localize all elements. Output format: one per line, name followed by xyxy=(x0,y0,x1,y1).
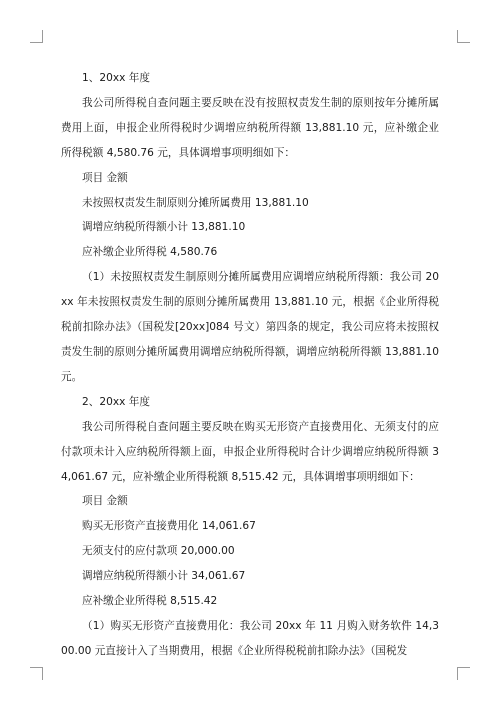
paragraph-explanation-year-2: （1）购买无形资产直接费用化：我公司 20xx 年 11 月购入财务软件 14,300.00 元直接计入了当期费用，根据《企业所得税税前扣除办法》（国税发 xyxy=(61,619,439,657)
section-heading-year-1: 1、20xx 年度 xyxy=(82,72,150,84)
detail-item: 未按照权责发生制原则分摊所属费用 13,881.10 xyxy=(82,196,309,209)
detail-header: 项目 金额 xyxy=(82,171,128,184)
paragraph-summary-year-2: 我公司所得税自查问题主要反映在购买无形资产直接费用化、无须支付的应付款项未计入应纳税所得额上面，申报企业所得税时合计少调增应纳税所得额 34,061.67 元，应补缴企业所得税额 8,515.42 元，具体调增事项明细如下： xyxy=(61,420,439,483)
crop-mark-bottom-right xyxy=(457,667,470,680)
paragraph-explanation-year-1: （1）未按照权责发生制原则分摊所属费用应调增应纳税所得额：我公司 20xx 年未按照权责发生制的原则分摊所属费用 13,881.10 元，根据《企业所得税税前扣除办法》（国税发[20xx]084 号文）第四条的规定，我公司应将未按照权责发生制的原则分摊所属费用调增应纳税所得额，调增应纳税所得额 13,881.10 元。 xyxy=(61,271,439,383)
detail-subtotal: 调增应纳税所得额小计 34,061.67 xyxy=(82,570,246,583)
crop-mark-top-right xyxy=(457,30,470,43)
crop-mark-top-left xyxy=(30,30,43,43)
crop-mark-bottom-left xyxy=(30,667,43,680)
detail-tax-due: 应补缴企业所得税 8,515.42 xyxy=(82,595,218,608)
paragraph-summary-year-1: 我公司所得税自查问题主要反映在没有按照权责发生制的原则按年分摊所属费用上面，申报企业所得税时少调增应纳税所得额 13,881.10 元，应补缴企业所得税额 4,580.76 元，具体调增事项明细如下： xyxy=(61,96,439,159)
detail-item: 无须支付的应付款项 20,000.00 xyxy=(82,545,235,558)
detail-header: 项目 金额 xyxy=(82,495,128,508)
detail-tax-due: 应补缴企业所得税 4,580.76 xyxy=(82,246,218,259)
detail-subtotal: 调增应纳税所得额小计 13,881.10 xyxy=(82,221,246,234)
section-heading-year-2: 2、20xx 年度 xyxy=(82,395,150,408)
detail-item: 购买无形资产直接费用化 14,061.67 xyxy=(82,520,256,533)
document-body xyxy=(61,66,439,664)
